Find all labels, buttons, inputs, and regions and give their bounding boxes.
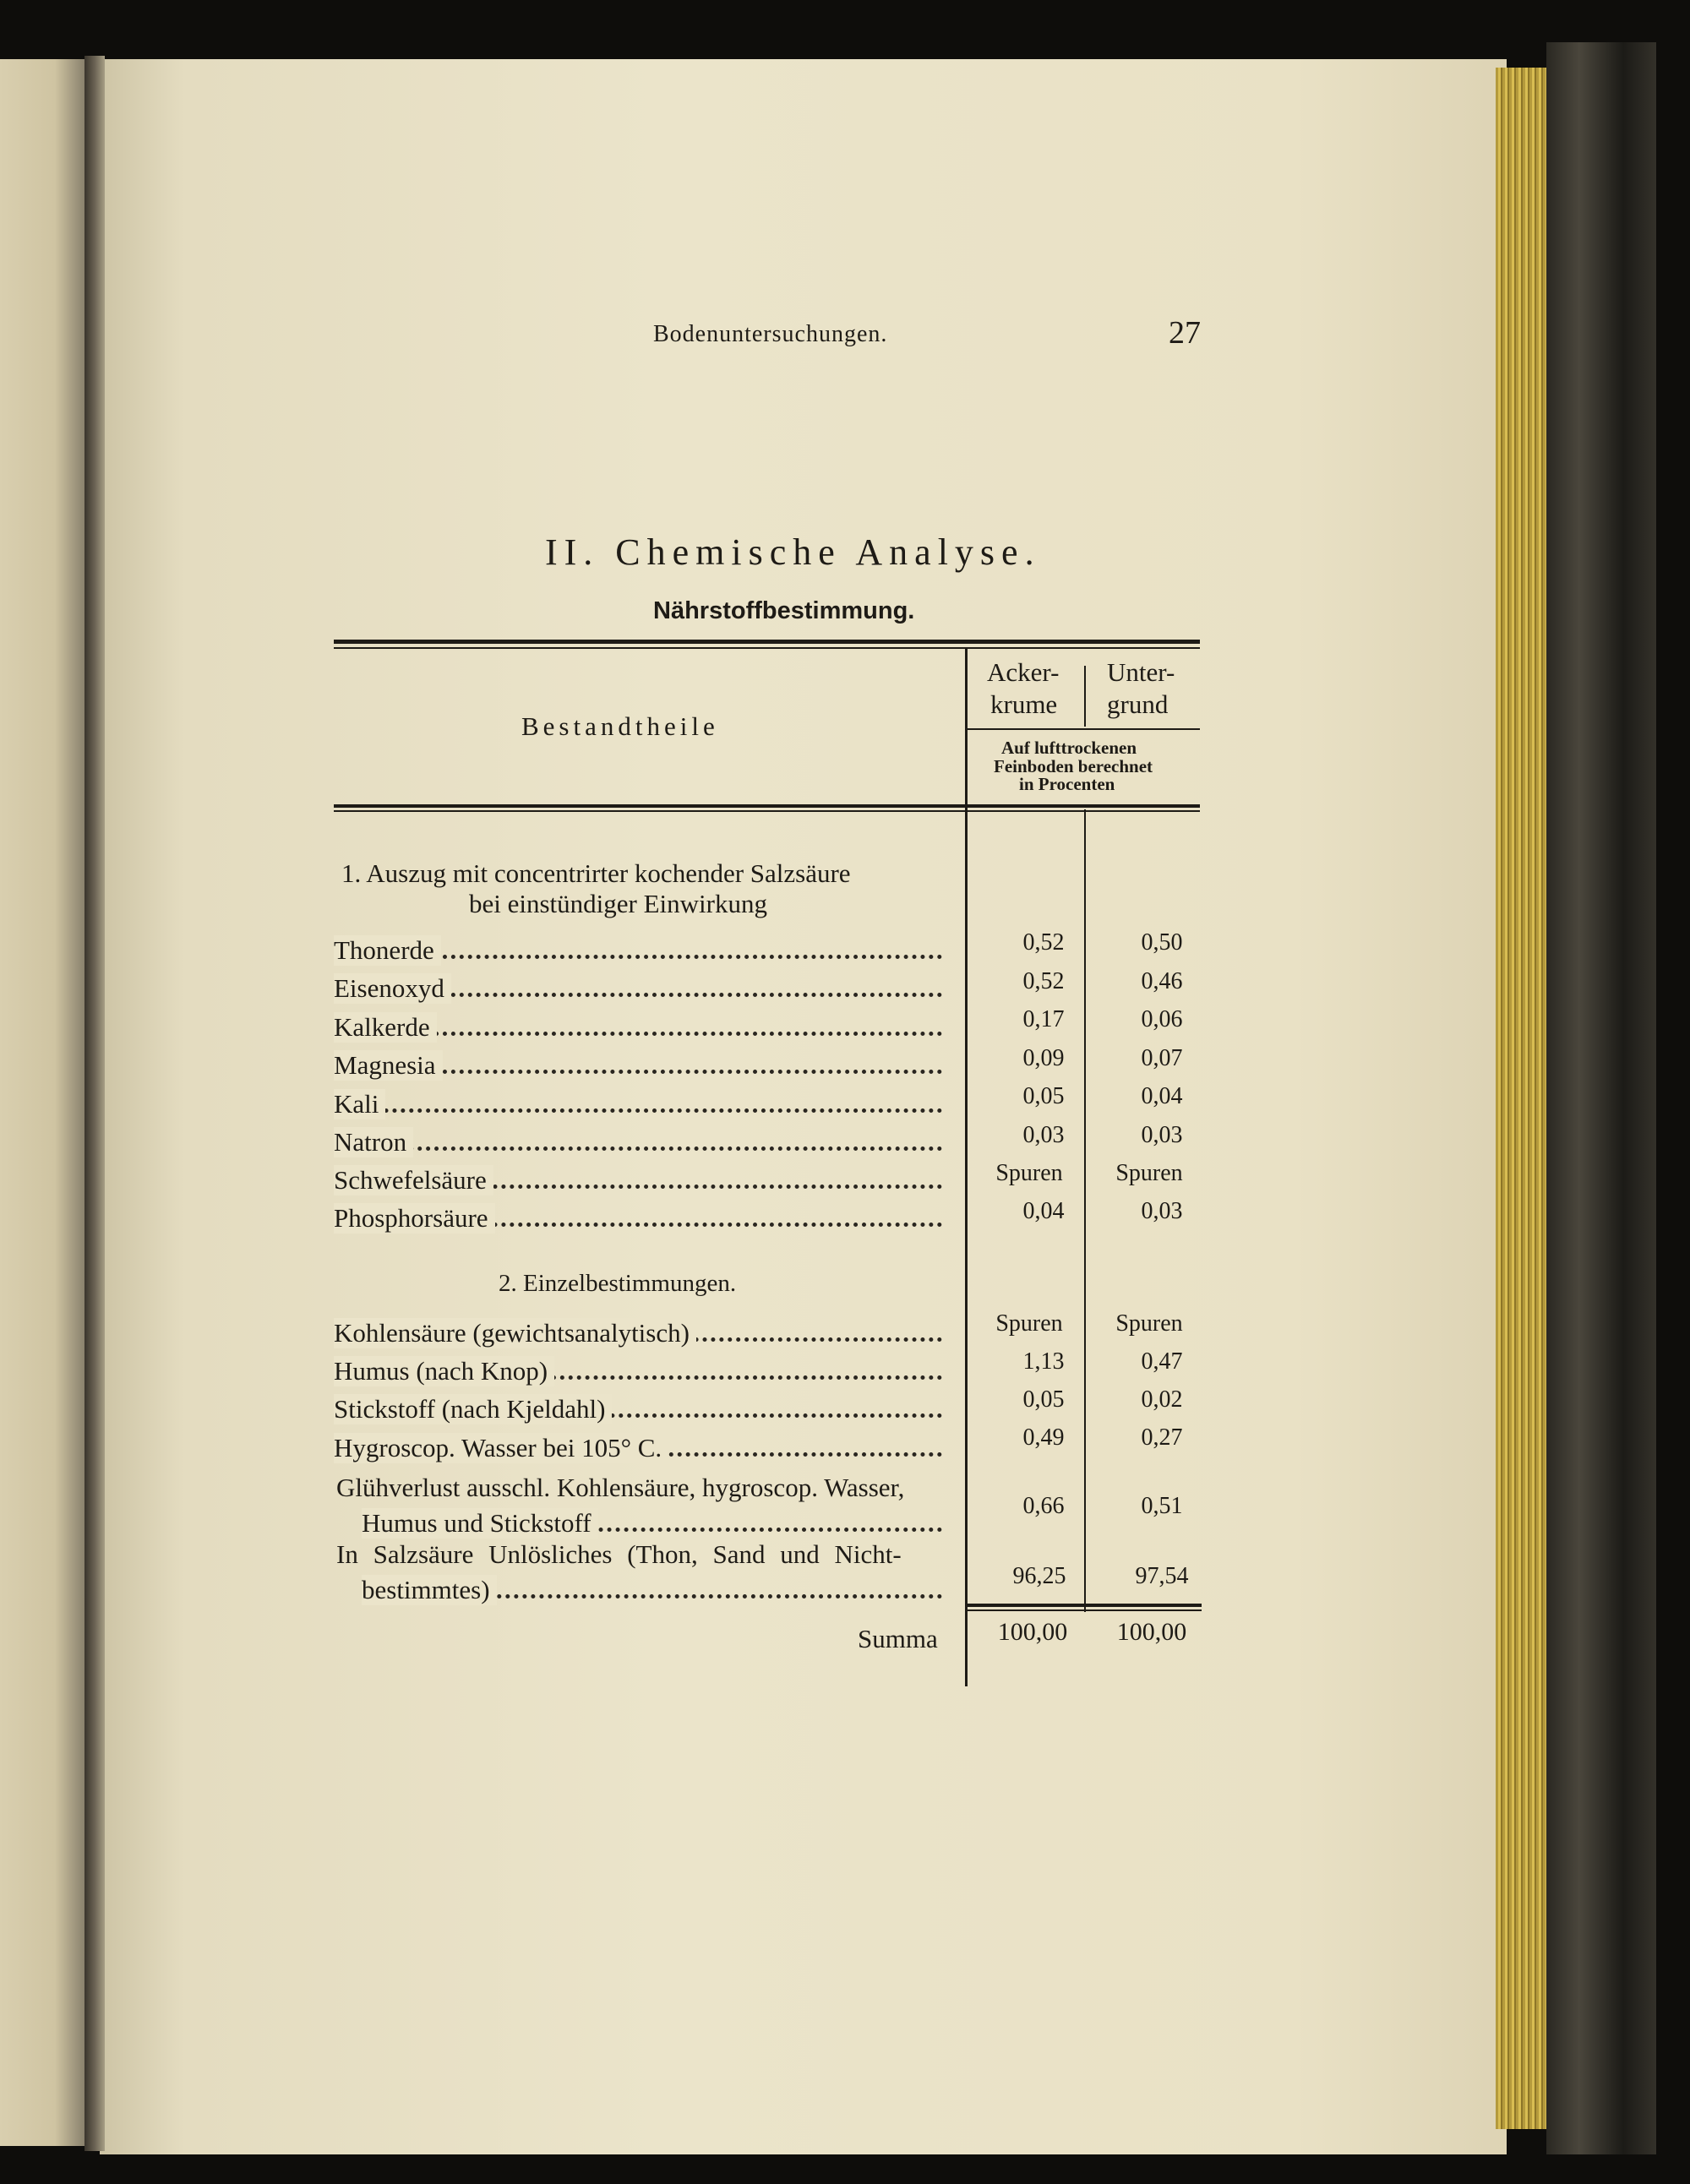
column-header-ackerkrume-2: krume [990, 689, 1058, 719]
table-cell-ackerkrume: 0,04 [1022, 1198, 1065, 1224]
table-cell-untergrund: 0,03 [1141, 1122, 1183, 1148]
section-title: II. Chemische Analyse. [545, 531, 1041, 573]
row-label-text: Stickstoff (nach Kjeldahl) [334, 1394, 612, 1424]
table-row-label [362, 1571, 942, 1605]
table-cell-ackerkrume: 0,66 [1022, 1493, 1065, 1519]
table-cell-ackerkrume: Spuren [995, 1310, 1063, 1337]
table-row-label [334, 1200, 942, 1234]
header-bottom-rule [334, 804, 1200, 808]
table-row-label [334, 932, 942, 966]
table-cell-untergrund: 0,06 [1141, 1006, 1183, 1032]
table-row-label [334, 1009, 942, 1043]
table-cell-ackerkrume: 0,52 [1022, 929, 1065, 956]
unit-note-line-1: Auf lufttrockenen [1001, 738, 1137, 758]
table-row-label [362, 1505, 942, 1539]
table-cell-ackerkrume: 0,05 [1022, 1083, 1065, 1109]
column-rule-mid [1084, 666, 1086, 727]
table-cell-ackerkrume: 0,03 [1022, 1122, 1065, 1148]
row-label-text: Humus und Stickstoff [362, 1508, 598, 1539]
table-cell-ackerkrume: 1,13 [1022, 1348, 1065, 1375]
table-row-label [334, 1391, 942, 1424]
column-rule-left [965, 649, 968, 1686]
table-row-label [334, 1315, 942, 1348]
book-gutter [84, 56, 105, 2151]
table-cell-ackerkrume: Spuren [995, 1160, 1063, 1186]
group-1-heading-line-1: 1. Auszug mit concentrirter kochender Salzsäure [341, 858, 851, 888]
table-cell-ackerkrume: 0,49 [1022, 1424, 1065, 1451]
table-cell-ackerkrume: 96,25 [1012, 1563, 1066, 1589]
row-label-text: Humus (nach Knop) [334, 1356, 554, 1386]
table-row-label [334, 1047, 942, 1081]
table-row-label [334, 1162, 942, 1195]
row-label-text: Kohlensäure (gewichtsanalytisch) [334, 1318, 696, 1348]
group-2-heading: 2. Einzelbestimmungen. [499, 1270, 737, 1297]
unit-separator-rule [968, 728, 1200, 730]
table-cell-untergrund: 97,54 [1135, 1563, 1189, 1589]
table-cell-ackerkrume: 0,05 [1022, 1386, 1065, 1413]
total-untergrund: 100,00 [1116, 1618, 1187, 1646]
running-title: Bodenuntersuchungen. [653, 321, 888, 347]
table-cell-ackerkrume: 0,17 [1022, 1006, 1065, 1032]
row-label-text: Natron [334, 1127, 413, 1157]
table-cell-untergrund: 0,02 [1141, 1386, 1183, 1413]
row-label-text: Magnesia [334, 1050, 443, 1081]
sum-rule [965, 1604, 1202, 1607]
multi-row-2-line-1: In Salzsäure Unlösliches (Thon, Sand und Nicht- [336, 1539, 902, 1569]
table-cell-untergrund: Spuren [1115, 1310, 1183, 1337]
table-cell-untergrund: Spuren [1115, 1160, 1183, 1186]
column-header-bestandtheile: Bestandtheile [521, 711, 719, 741]
table-top-rule [334, 640, 1200, 644]
row-label-text: Phosphorsäure [334, 1203, 495, 1234]
table-cell-untergrund: 0,03 [1141, 1198, 1183, 1224]
table-row-label [334, 970, 942, 1004]
table-cell-untergrund: 0,50 [1141, 929, 1183, 956]
group-1-heading-line-2: bei einstündiger Einwirkung [469, 889, 767, 918]
table-cell-untergrund: 0,47 [1141, 1348, 1183, 1375]
unit-note-line-3: in Procenten [1019, 774, 1115, 794]
table-row-label [334, 1124, 942, 1157]
section-subtitle: Nährstoffbestimmung. [653, 597, 915, 624]
total-ackerkrume: 100,00 [997, 1618, 1068, 1646]
header-bottom-rule-thin [334, 810, 1200, 812]
table-cell-untergrund: 0,51 [1141, 1493, 1183, 1519]
table-row-label [334, 1353, 942, 1386]
page-number: 27 [1169, 315, 1201, 351]
table-cell-untergrund: 0,46 [1141, 968, 1183, 994]
table-cell-ackerkrume: 0,09 [1022, 1045, 1065, 1071]
table-row-label [334, 1086, 942, 1119]
table-top-rule-thin [334, 647, 1200, 649]
row-label-text: bestimmtes) [362, 1575, 497, 1605]
table-row-label [334, 1430, 942, 1463]
row-label-text: Kali [334, 1089, 385, 1119]
total-label: Summa [858, 1624, 938, 1653]
table-cell-untergrund: 0,04 [1141, 1083, 1183, 1109]
table-cell-untergrund: 0,07 [1141, 1045, 1183, 1071]
multi-row-1-line-1: Glühverlust ausschl. Kohlensäure, hygroscop. Wasser, [336, 1473, 905, 1502]
sum-rule-thin [965, 1609, 1202, 1611]
left-page-edge [0, 59, 91, 2146]
column-header-ackerkrume-1: Acker- [987, 657, 1060, 687]
table-cell-ackerkrume: 0,52 [1022, 968, 1065, 994]
row-label-text: Thonerde [334, 935, 441, 966]
book-cover [1546, 42, 1656, 2154]
row-label-text: Schwefelsäure [334, 1165, 493, 1195]
row-label-text: Kalkerde [334, 1012, 437, 1043]
row-label-text: Hygroscop. Wasser bei 105° C. [334, 1433, 668, 1463]
table-cell-untergrund: 0,27 [1141, 1424, 1183, 1451]
unit-note-line-2: Feinboden berechnet [994, 756, 1153, 776]
row-label-text: Eisenoxyd [334, 973, 451, 1004]
gilt-page-edges [1496, 68, 1546, 2129]
column-header-untergrund-2: grund [1107, 689, 1169, 719]
column-header-untergrund-1: Unter- [1107, 657, 1175, 687]
